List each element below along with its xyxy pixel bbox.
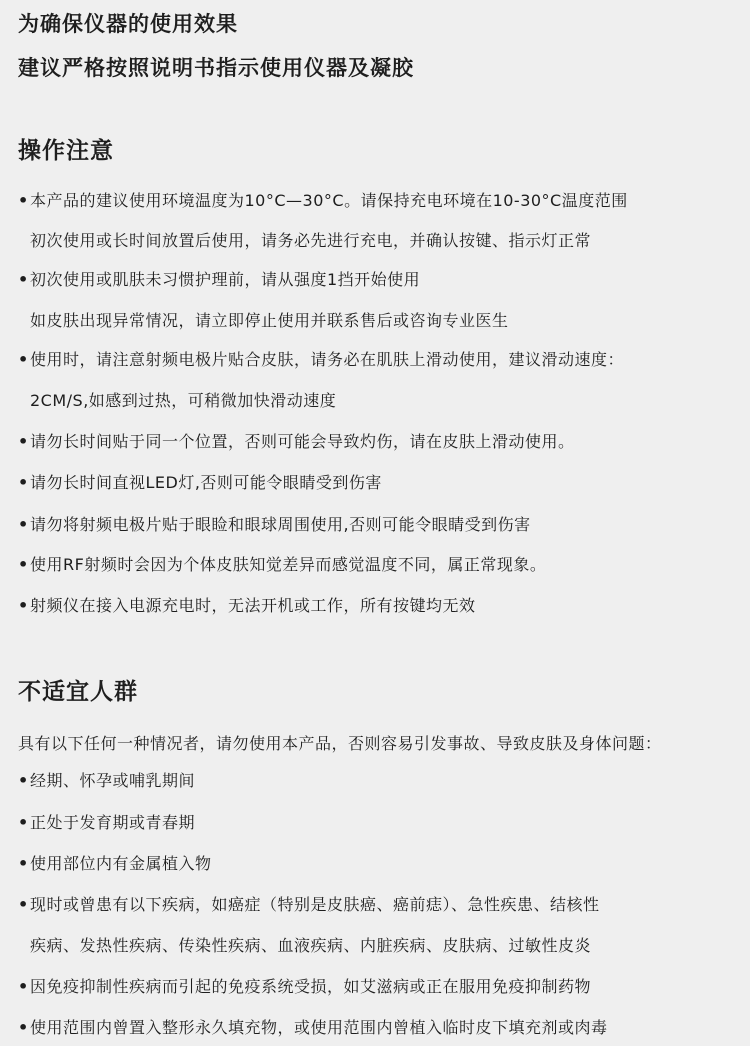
list-item [18,267,420,290]
bullet: • [18,895,29,914]
unsuitable-heading: 不适宜人群 [18,679,138,705]
item-text: 初次使用或长时间放置后使用，请务必先进行充电，并确认按键、指示灯正常 [30,231,592,250]
list-item [18,1015,608,1038]
list-item [18,810,195,833]
bullet: • [18,432,29,451]
bullet: • [18,854,29,873]
item-text: 疾病、发热性疾病、传染性疾病、血液疾病、内脏疾病、皮肤病、过敏性皮炎 [30,936,592,955]
item-text: 使用时，请注意射频电极片贴合皮肤，请务必在肌肤上滑动使用，建议滑动速度： [30,350,625,369]
bullet: • [18,555,29,574]
item-text: 请勿长时间贴于同一个位置，否则可能会导致灼伤，请在皮肤上滑动使用。 [30,432,575,451]
item-text: 射频仪在接入电源充电时，无法开机或工作，所有按键均无效 [30,596,476,615]
item-text: 现时或曾患有以下疾病，如癌症（特别是皮肤癌、癌前痣）、急性疾患、结核性 [30,895,600,914]
item-text: 请勿将射频电极片贴于眼睑和眼球周围使用,否则可能令眼睛受到伤害 [30,515,531,534]
unsuitable-intro: 具有以下任何一种情况者，请勿使用本产品，否则容易引发事故、导致皮肤及身体问题： [18,734,662,753]
list-item [18,593,476,616]
item-text: 经期、怀孕或哺乳期间 [30,771,196,790]
bullet: • [18,813,29,832]
item-text: 正处于发育期或青春期 [30,813,196,832]
list-item-continuation [30,933,591,956]
list-item [18,512,531,535]
list-item-continuation [30,228,591,251]
bullet: • [18,191,29,210]
item-text: 因免疫抑制性疾病而引起的免疫系统受损，如艾滋病或正在服用免疫抑制药物 [30,977,592,996]
list-item [18,552,546,575]
bullet: • [18,977,29,996]
list-item [18,851,212,874]
item-text: 请勿长时间直视LED灯,否则可能令眼睛受到伤害 [30,473,382,492]
list-item [18,974,591,997]
item-text: 使用部位内有金属植入物 [30,854,212,873]
bullet: • [18,515,29,534]
bullet: • [18,596,29,615]
list-item [18,347,624,370]
bullet: • [18,270,29,289]
item-text: 使用范围内曾置入整形永久填充物，或使用范围内曾植入临时皮下填充剂或肉毒 [30,1018,608,1037]
list-item-continuation [30,388,336,411]
item-text: 本产品的建议使用环境温度为10°C—30°C。请保持充电环境在10-30°C温度范围 [30,191,628,210]
list-item [18,892,600,915]
bullet: • [18,473,29,492]
list-item-continuation [30,308,509,331]
item-text: 2CM/S,如感到过热，可稍微加快滑动速度 [30,391,337,410]
list-item [18,188,628,211]
intro-line-1: 为确保仪器的使用效果 [18,12,238,36]
intro-line-2: 建议严格按照说明书指示使用仪器及凝胶 [18,56,414,80]
item-text: 初次使用或肌肤未习惯护理前，请从强度1挡开始使用 [30,270,421,289]
item-text: 如皮肤出现异常情况，请立即停止使用并联系售后或咨询专业医生 [30,311,509,330]
bullet: • [18,1018,29,1037]
list-item [18,768,195,791]
list-item [18,429,575,452]
item-text: 使用RF射频时会因为个体皮肤知觉差异而感觉温度不同，属正常现象。 [30,555,547,574]
bullet: • [18,350,29,369]
bullet: • [18,771,29,790]
list-item [18,470,382,493]
operation-heading: 操作注意 [18,138,114,164]
